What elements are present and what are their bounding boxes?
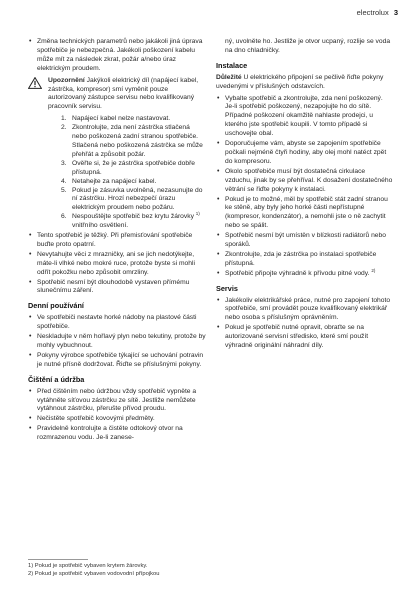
section-heading-cleaning: Čištění a údržba [28, 374, 85, 384]
warning-triangle-icon [28, 77, 42, 89]
page-header [357, 8, 398, 17]
step-item: 3. Ověřte si, že je zástrčka spotřebiče dobře přístupná. [61, 159, 196, 176]
footnote-1: 1) Pokud je spotřebič vybaven krytem žárovky. [28, 563, 148, 569]
section-heading-installation: Instalace [216, 60, 248, 70]
section-heading-service: Servis [216, 283, 238, 293]
warning-text: Jakýkoli elektrický díl (napájecí kabel, zástrčka, kompresor) smí vyměnit pouze autorizovaný zástupce servisu nebo kvalifikovaný pracovník servisu. [48, 76, 199, 111]
section-heading-daily-use: Denní používání [28, 301, 84, 311]
footnote-divider [28, 559, 88, 560]
step-item: 2. Zkontrolujte, zda není zástrčka stlačená nebo poškozená zadní stranou spotřebiče. Stlačená nebo poškozená zástrčka se může přehřát a způsobit požár. [61, 124, 203, 158]
warning-title: Upozornění [48, 76, 85, 84]
list-item: • Okolo spotřebiče musí být dostatečná cirkulace vzduchu, jinak by se přehříval. K dosažení dostatečného větrání se řiďte pokyny k instalaci. [216, 168, 393, 195]
list-item: • Pokyny výrobce spotřebiče týkající se uchování potravin je nutné přísně dodržovat. Řiďte se příslušnými pokyny. [28, 352, 206, 370]
safety-list [28, 232, 206, 296]
list-item: • Neskladujte v něm hořlavý plyn nebo tekutiny, protože by mohly vybuchnout. [28, 333, 206, 351]
list-item: • Pokud je to možné, měl by spotřebič stát zadní stranou ke stěně, aby byly jeho horké části nepřístupné (kompresor, kondenzátor), a nemohli jste o ně zachytit nebo se spálit. [216, 196, 393, 232]
list-item: • Zkontrolujte, zda je zástrčka po instalaci spotřebiče přístupná. [216, 251, 393, 269]
step-item: 5. Pokud je zásuvka uvolněná, nezasunujte do ní zástrčku. Hrozí nebezpečí úrazu elektrickým proudem nebo požáru. [61, 186, 203, 212]
important-text: U elektrického připojení se pečlivě řiďte pokyny uvedenými v příslušných odstavcích. [216, 73, 384, 90]
list-item: • Vybalte spotřebič a zkontrolujte, zda není poškozený. Je-li spotřebič poškozený, nezapojujte ho do sítě. Případné poškození okamžitě nahlaste prodejci, u kterého jste spotřebič koupili. V tomto případě si uschovejte obal. [216, 95, 393, 140]
list-item: • Nevytahujte věci z mrazničky, ani se jich nedotýkejte, máte-li vlhké nebo mokré ruce, protože byste si mohli odřít pokožku nebo způsobit omrzliny. [28, 251, 206, 278]
footnote-2: 2) Pokud je spotřebič vybaven vodovodní přípojkou [28, 571, 160, 577]
list-item: • Ve spotřebiči nestavte horké nádoby na plastové části spotřebiče. [28, 314, 206, 332]
daily-use-list [28, 314, 206, 369]
list-item: • Jakékoliv elektrikářské práce, nutné pro zapojení tohoto spotřebiče, smí provádět pouze kvalifikovaný elektrikář nebo osoba s příslušným oprávněním. [216, 297, 393, 324]
intro-list [28, 38, 206, 74]
list-item: • Nečistěte spotřebič kovovými předměty. [28, 415, 206, 424]
step-item: 1. Napájecí kabel nelze nastavovat. [61, 115, 171, 123]
footnote-ref: 2) [371, 267, 376, 273]
left-column [28, 38, 206, 444]
step-item: 4. Netahejte za napájecí kabel. [61, 177, 157, 185]
important-label: Důležité [216, 73, 242, 81]
brand-name: electrolux [356, 8, 389, 17]
warning-block [28, 77, 206, 231]
footnote-ref: 1) [195, 210, 200, 216]
cleaning-list [28, 388, 206, 443]
list-item: • Doporučujeme vám, abyste se zapojením spotřebiče počkali nejméně čtyři hodiny, aby olej mohl natéct zpět do kompresoru. [216, 140, 393, 167]
list-item: • Pravidelně kontrolujte a čistěte odtokový otvor na rozmrazenou vodu. Je-li zanese- [28, 425, 206, 443]
list-item: • Spotřebič nesmí být dlouhodobě vystaven přímému slunečnímu záření. [28, 279, 206, 297]
list-item: • Spotřebič připojte výhradně k přívodu pitné vody. $^{2)}$ [216, 270, 393, 279]
list-item: • Změna technických parametrů nebo jakákoli jiná úprava spotřebiče je nebezpečná. Jakékoli poškození kabelu může mít za následek zkrat, požár a/nebo úraz elektrickým proudem. [28, 38, 206, 74]
step-item: 6. Nespouštějte spotřebič bez krytu žárovky $^{1)}$ vnitřního osvětlení. [61, 210, 200, 230]
list-item: • Pokud je spotřebič nutné opravit, obraťte se na autorizované servisní středisko, které smí použít výhradně originální náhradní díly. [216, 324, 393, 351]
page-number: 3 [393, 8, 398, 17]
service-list [216, 297, 393, 351]
steps-list [61, 115, 206, 231]
list-item: • Před čištěním nebo údržbou vždy spotřebič vypněte a vytáhněte síťovou zástrčku ze sítě. Jestliže nemůžete vytáhnout zástrčku, přerušte přívod proudu. [28, 388, 206, 415]
continuation-text: ný, uvolněte ho. Jestliže je otvor ucpaný, rozlije se voda na dno chladničky. [225, 38, 391, 54]
right-column [216, 38, 393, 352]
list-item: • Spotřebič nesmí být umístěn v blízkosti radiátorů nebo sporáků. [216, 232, 393, 250]
important-note [216, 74, 393, 92]
list-item: • Tento spotřebič je těžký. Při přemisťování spotřebiče buďte proto opatrní. [28, 232, 206, 250]
footnotes [28, 559, 228, 578]
installation-list [216, 95, 393, 279]
